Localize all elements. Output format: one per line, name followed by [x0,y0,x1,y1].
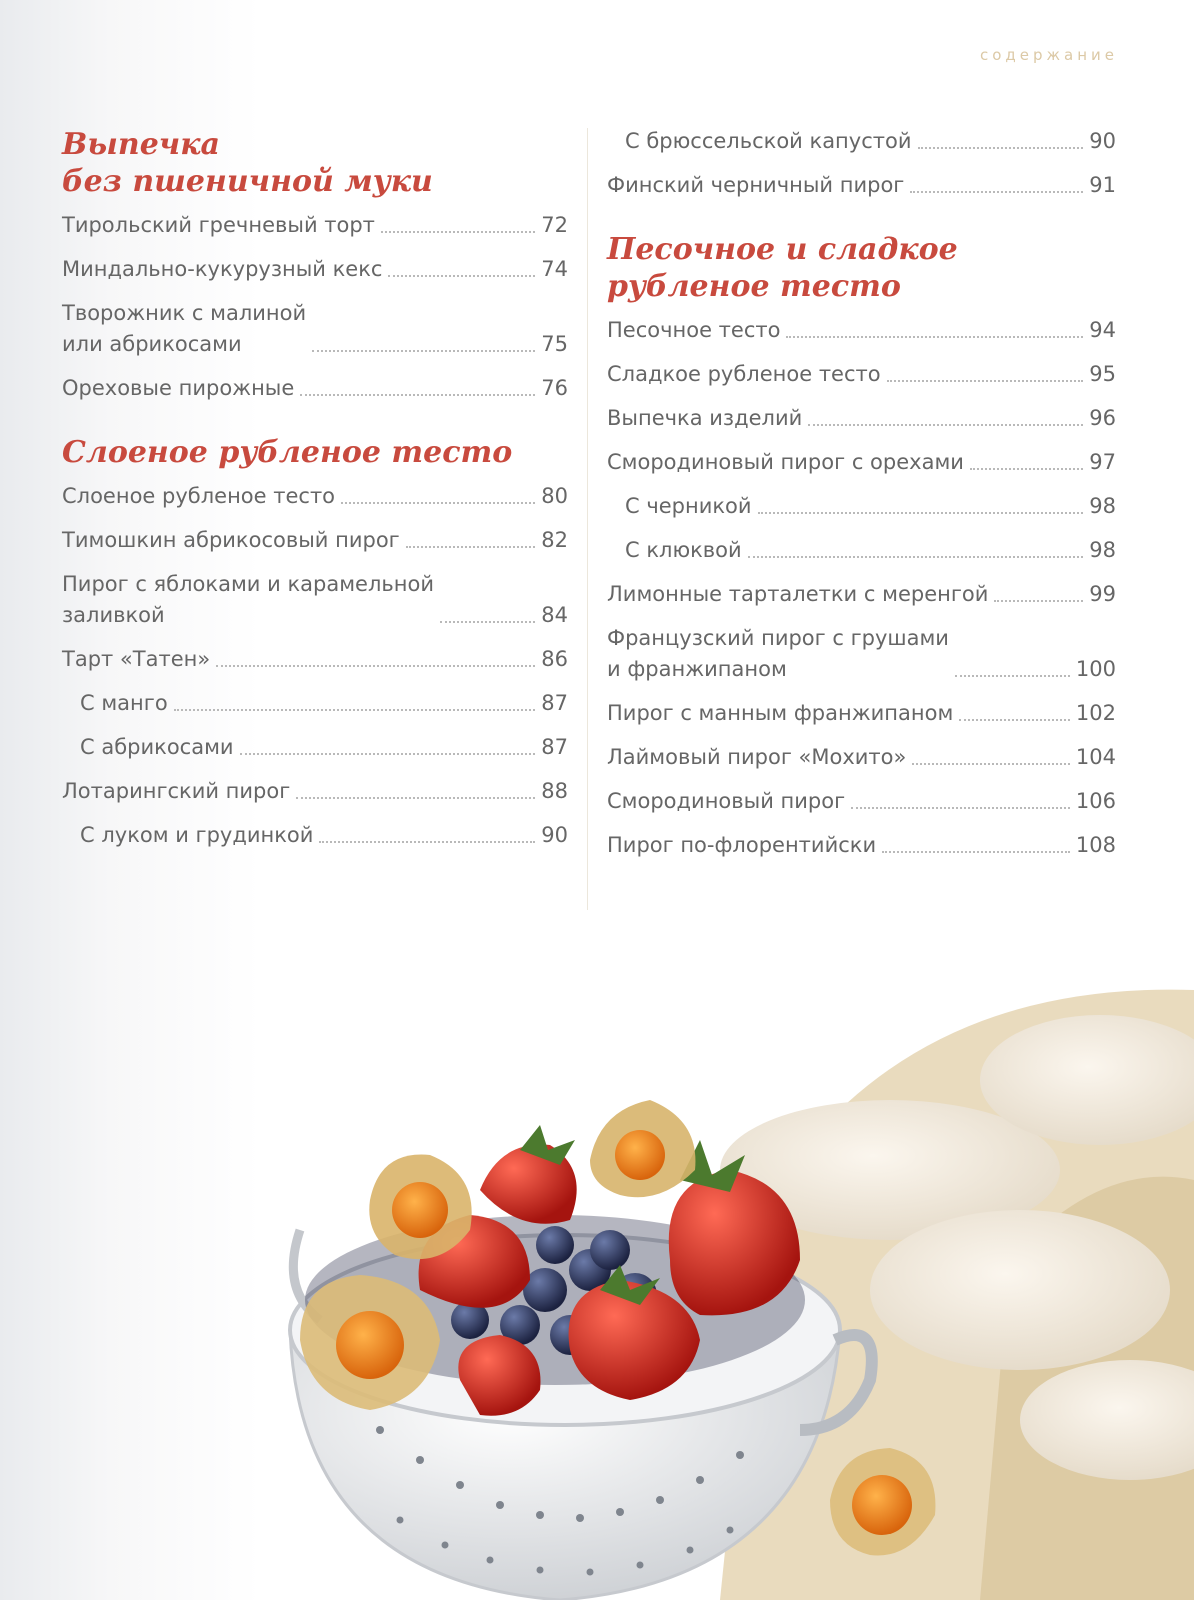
dot-leader [970,468,1083,470]
toc-entry[interactable] [607,786,1116,817]
toc-entry-page: 82 [541,528,568,552]
dot-leader [918,147,1084,149]
toc-entry-page: 98 [1089,538,1116,562]
toc-subentry[interactable] [62,820,568,851]
toc-entry[interactable] [62,373,568,404]
dot-leader [959,719,1070,721]
dot-leader [300,394,535,396]
toc-subentry[interactable] [62,732,568,763]
dot-leader [319,841,535,843]
dot-leader [381,231,535,233]
toc-entry-title: Тарт «Татен» [62,647,211,671]
toc-entry[interactable] [62,481,568,512]
dot-leader [748,556,1084,558]
toc-entry-page: 104 [1075,745,1116,769]
toc-entry-title: Лимонные тарталетки с меренгой [607,582,989,606]
toc-entry-title: Сладкое рубленое тесто [607,362,881,386]
toc-entry-page: 91 [1089,173,1116,197]
toc-entry-title: С брюссельской капустой [625,129,912,153]
toc-entry-page: 95 [1089,362,1116,386]
dot-leader [912,763,1070,765]
dot-leader [887,380,1084,382]
toc-entry-title: Лаймовый пирог «Мохито» [607,745,907,769]
dot-leader [786,336,1083,338]
toc-entry-title: Лотарингский пирог [62,779,291,803]
toc-entry-title: Творожник с малиной или абрикосами [62,301,307,356]
dot-leader [341,502,535,504]
dot-leader [240,753,536,755]
toc-entry[interactable] [607,170,1116,201]
toc-entry-title: С луком и грудинкой [80,823,314,847]
dot-leader [406,546,536,548]
toc-subentry[interactable] [607,491,1116,522]
toc-entry-page: 98 [1089,494,1116,518]
running-head: содержание [979,46,1118,64]
dot-leader [312,350,535,352]
toc-entry-title: Пирог с манным франжипаном [607,701,954,725]
toc-entry-page: 75 [541,332,568,356]
toc-entry[interactable] [62,776,568,807]
toc-entry-title: Слоеное рубленое тесто [62,484,336,508]
toc-right-column [607,126,1116,891]
section-title: Выпечка без пшеничной муки [62,127,433,199]
toc-entry[interactable] [607,623,1116,685]
toc-entry-page: 108 [1075,833,1116,857]
dot-leader [994,600,1083,602]
toc-entry-title: С клюквой [625,538,742,562]
toc-entry[interactable] [607,359,1116,390]
toc-section [62,434,568,851]
toc-entry-title: Миндально-кукурузный кекс [62,257,383,281]
toc-entry-page: 96 [1089,406,1116,430]
toc-entry-page: 100 [1075,657,1116,681]
toc-entry-page: 76 [541,376,568,400]
toc-entry[interactable] [607,698,1116,729]
toc-entry-page: 74 [541,257,568,281]
toc-entry-page: 94 [1089,318,1116,342]
toc-entry-page: 72 [541,213,568,237]
toc-entry-title: Тирольский гречневый торт [62,213,375,237]
toc-entry-title: С манго [80,691,168,715]
toc-entry[interactable] [62,298,568,360]
toc-entry-page: 106 [1075,789,1116,813]
dot-leader [882,851,1070,853]
toc-section [607,126,1116,201]
toc-entry-page: 90 [541,823,568,847]
toc-entry[interactable] [607,742,1116,773]
dot-leader [758,512,1084,514]
dot-leader [808,424,1083,426]
toc-entry-page: 88 [541,779,568,803]
toc-entry-page: 97 [1089,450,1116,474]
toc-entry-page: 102 [1075,701,1116,725]
berries-in-colander-photo [0,960,1194,1600]
toc-section [607,231,1116,861]
toc-entry-page: 90 [1089,129,1116,153]
toc-entry-title: С абрикосами [80,735,234,759]
toc-entry-page: 84 [541,603,568,627]
section-title: Песочное и сладкое рубленое тесто [607,232,958,304]
toc-entry-title: Песочное тесто [607,318,781,342]
dot-leader [910,191,1083,193]
toc-entry-title: Пирог с яблоками и карамельной заливкой [62,572,434,627]
toc-entry[interactable] [607,403,1116,434]
dot-leader [174,709,536,711]
toc-entry-title: Пирог по-флорентийски [607,833,877,857]
dot-leader [851,807,1070,809]
toc-entry-title: Смородиновый пирог [607,789,846,813]
dot-leader [296,797,535,799]
toc-entry-page: 87 [541,691,568,715]
toc-entry-title: Смородиновый пирог с орехами [607,450,964,474]
toc-section [62,126,568,404]
toc-entry[interactable] [607,315,1116,346]
toc-entry-page: 86 [541,647,568,671]
toc-entry-page: 99 [1089,582,1116,606]
toc-subentry[interactable] [62,688,568,719]
dot-leader [955,675,1070,677]
toc-entry[interactable] [62,254,568,285]
toc-entry[interactable] [607,830,1116,861]
section-title: Слоеное рубленое тесто [62,435,513,470]
toc-entry-title: Ореховые пирожные [62,376,295,400]
toc-entry[interactable] [62,569,568,631]
toc-left-column [62,126,568,881]
toc-entry-title: Французский пирог с грушами и франжипаном [607,626,949,681]
toc-entry-page: 87 [541,735,568,759]
dot-leader [440,621,535,623]
dot-leader [388,275,535,277]
toc-entry[interactable] [62,644,568,675]
toc-entry-title: Финский черничный пирог [607,173,905,197]
toc-subentry[interactable] [607,126,1116,157]
toc-entry[interactable] [62,210,568,241]
toc-entry[interactable] [607,579,1116,610]
dot-leader [216,665,535,667]
toc-entry-page: 80 [541,484,568,508]
toc-subentry[interactable] [607,535,1116,566]
toc-entry[interactable] [607,447,1116,478]
toc-entry-title: С черникой [625,494,752,518]
column-divider [587,128,588,910]
toc-entry[interactable] [62,525,568,556]
toc-entry-title: Выпечка изделий [607,406,803,430]
toc-entry-title: Тимошкин абрикосовый пирог [62,528,400,552]
